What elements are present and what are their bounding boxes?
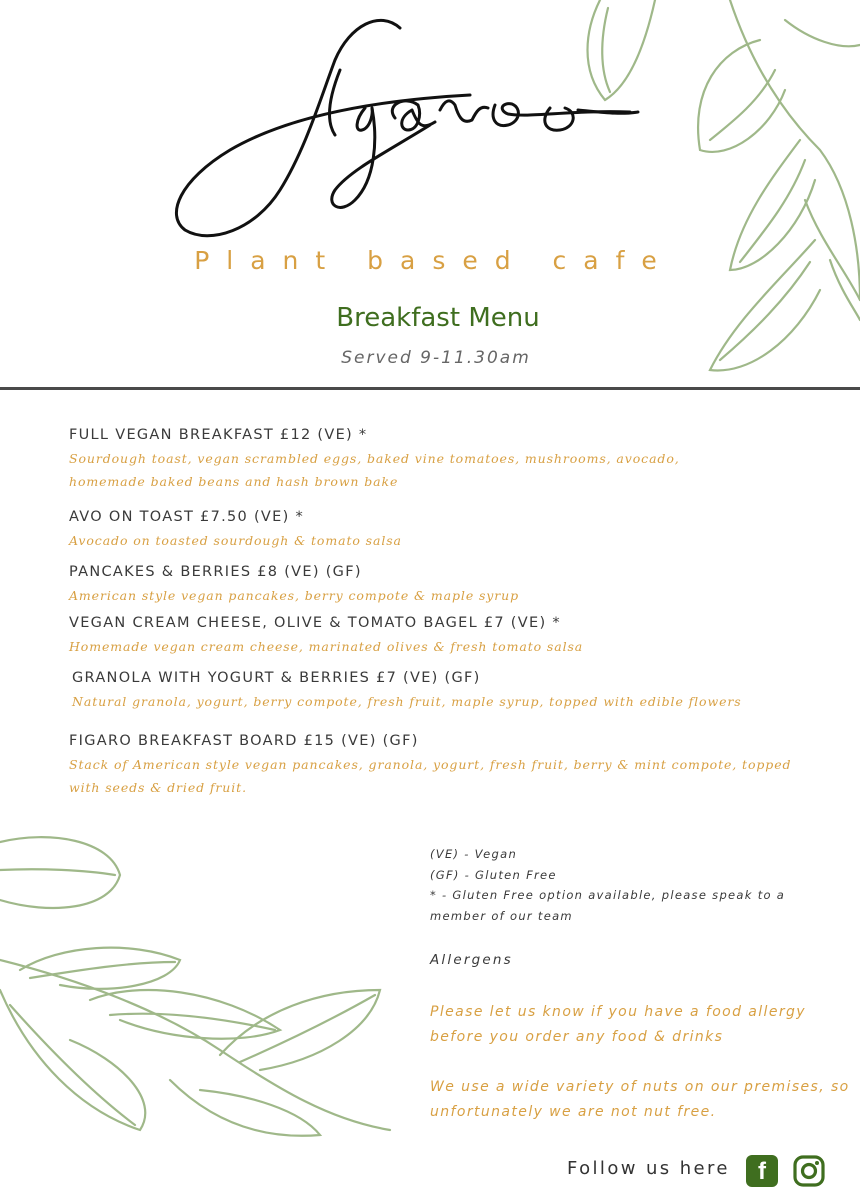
menu-item-name: AVO ON TOAST £7.50 (VE) *: [69, 509, 305, 525]
menu-item: [69, 507, 809, 552]
legend-gluten-free: (GF) - Gluten Free: [430, 867, 557, 882]
dietary-legend: [430, 844, 830, 926]
served-times: Served 9-11.30am: [341, 348, 531, 368]
allergy-notice: Please let us know if you have a food allergy before you order any food & drinks: [430, 1004, 806, 1045]
menu-item-description: Natural granola, yogurt, berry compote, fresh fruit, maple syrup, topped with edible flowers: [72, 694, 742, 709]
logo-script-mark: [150, 0, 670, 250]
menu-item: [69, 731, 809, 799]
menu-item-description: Homemade vegan cream cheese, marinated olives & fresh tomato salsa: [69, 639, 584, 654]
follow-us-text: Follow us here: [567, 1158, 730, 1179]
figaro-logo: [150, 0, 670, 250]
menu-item-description: American style vegan pancakes, berry compote & maple syrup: [69, 588, 519, 603]
allergens-heading: Allergens: [430, 952, 513, 968]
menu-item-name: FIGARO BREAKFAST BOARD £15 (VE) (GF): [69, 733, 419, 749]
menu-item-description: Avocado on toasted sourdough & tomato salsa: [69, 533, 402, 548]
tagline: Plant based cafe: [194, 246, 674, 275]
menu-item-name: PANCAKES & BERRIES £8 (VE) (GF): [69, 564, 362, 580]
legend-vegan: (VE) - Vegan: [430, 847, 518, 861]
menu-item-description: Sourdough toast, vegan scrambled eggs, baked vine tomatoes, mushrooms, avocado, homemade baked beans and hash brown bake: [69, 451, 680, 489]
menu-item-name: GRANOLA WITH YOGURT & BERRIES £7 (VE) (GF): [72, 670, 481, 686]
nut-notice: We use a wide variety of nuts on our premises, so unfortunately we are not nut free.: [430, 1079, 850, 1120]
menu-item-name: VEGAN CREAM CHEESE, OLIVE & TOMATO BAGEL £7 (VE) *: [69, 615, 561, 631]
menu-item-name: FULL VEGAN BREAKFAST £12 (VE) *: [69, 427, 368, 443]
menu-item: [69, 562, 809, 607]
leaf-decoration-bottom-left: [0, 830, 400, 1160]
menu-item-description: Stack of American style vegan pancakes, granola, yogurt, fresh fruit, berry & mint compote, topped with seeds & dried fruit.: [69, 757, 792, 795]
instagram-icon[interactable]: [792, 1154, 826, 1188]
header-divider: [0, 387, 860, 390]
facebook-icon[interactable]: f: [746, 1155, 778, 1187]
legend-gf-option: * - Gluten Free option available, please speak to a member of our team: [430, 888, 786, 923]
menu-item: [72, 668, 812, 713]
menu-item: [69, 613, 809, 658]
menu-item: [69, 425, 809, 493]
menu-title: Breakfast Menu: [336, 303, 540, 333]
